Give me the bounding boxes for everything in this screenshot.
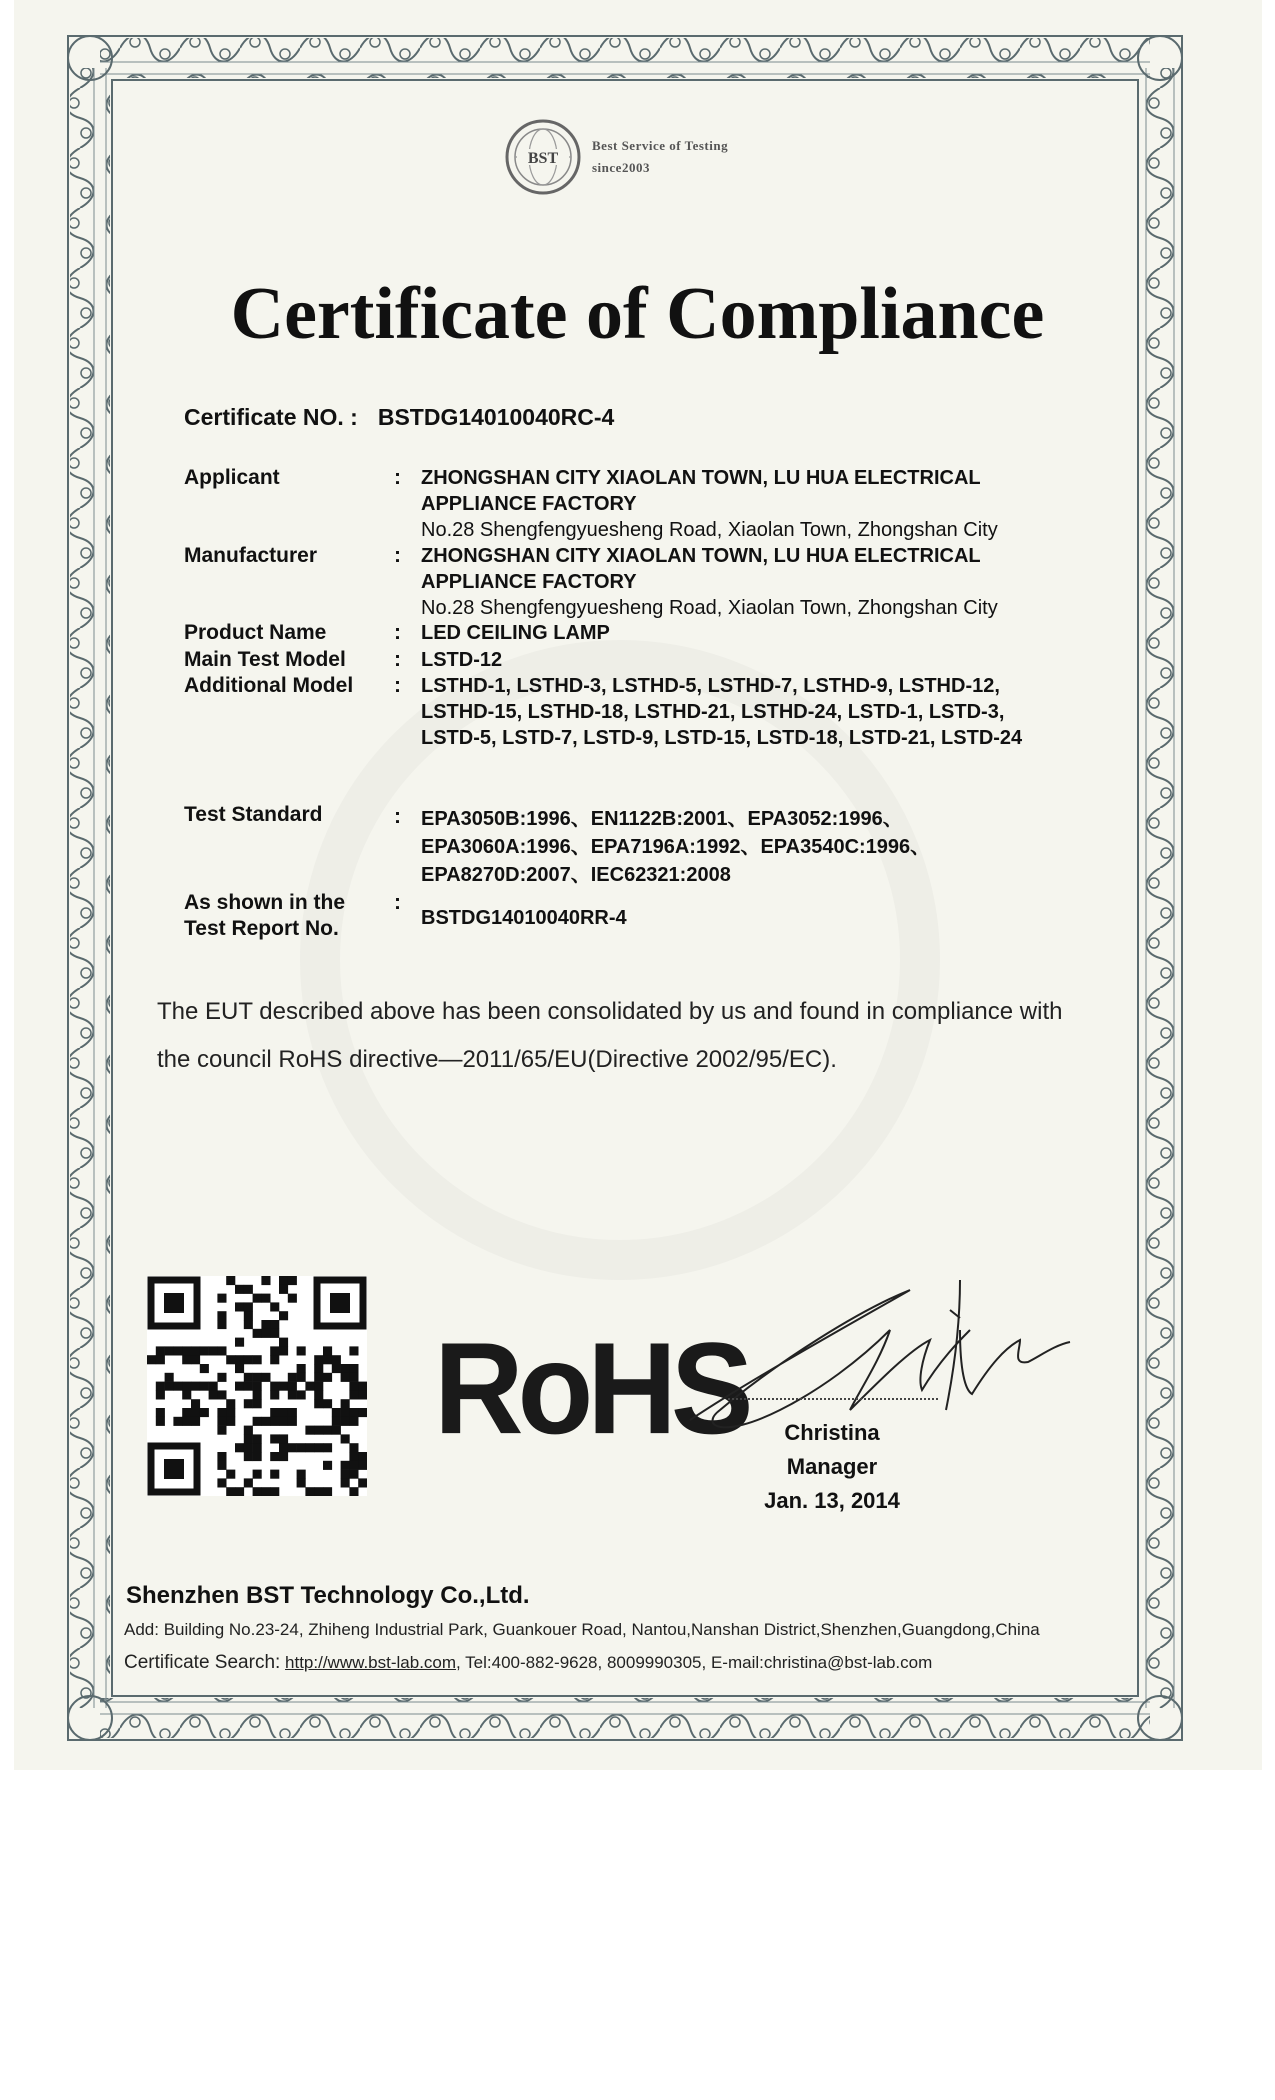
- qr-module: [217, 1478, 226, 1487]
- signer-name: Christina: [784, 1420, 880, 1445]
- qr-module: [270, 1417, 279, 1426]
- qr-module: [358, 1382, 367, 1391]
- signature-date: Jan. 13, 2014: [764, 1488, 900, 1513]
- qr-module: [358, 1408, 367, 1417]
- qr-module: [341, 1408, 350, 1417]
- qr-module: [217, 1311, 226, 1320]
- qr-module: [217, 1452, 226, 1461]
- manufacturer-label: Manufacturer: [184, 544, 318, 567]
- qr-module: [349, 1346, 358, 1355]
- qr-module: [182, 1408, 191, 1417]
- qr-module: [323, 1355, 332, 1364]
- qr-module: [261, 1320, 270, 1329]
- qr-module: [288, 1417, 297, 1426]
- test-standard-label: Test Standard: [184, 803, 323, 826]
- qr-module: [279, 1443, 288, 1452]
- qr-module: [217, 1390, 226, 1399]
- qr-module: [349, 1461, 358, 1470]
- test-report-label-line1: As shown in the: [184, 891, 346, 914]
- test-report-label: [184, 890, 345, 942]
- qr-module: [349, 1443, 358, 1452]
- qr-module: [341, 1373, 350, 1382]
- qr-module: [244, 1311, 253, 1320]
- qr-module: [297, 1346, 306, 1355]
- applicant-value: [421, 465, 1121, 543]
- qr-module: [305, 1426, 314, 1435]
- qr-module: [253, 1417, 262, 1426]
- qr-module: [253, 1452, 262, 1461]
- qr-module: [156, 1390, 165, 1399]
- additional-model-colon: :: [394, 674, 401, 697]
- qr-module: [323, 1443, 332, 1452]
- additional-model-label: Additional Model: [184, 674, 354, 697]
- manufacturer-name-line2: APPLIANCE FACTORY: [421, 571, 637, 593]
- qr-module: [349, 1382, 358, 1391]
- test-standard-line2: EPA3060A:1996、EPA7196A:1992、EPA3540C:1996、: [421, 836, 931, 858]
- qr-module: [235, 1355, 244, 1364]
- qr-module: [244, 1434, 253, 1443]
- qr-module: [314, 1364, 323, 1373]
- qr-module: [314, 1390, 323, 1399]
- qr-module: [173, 1346, 182, 1355]
- qr-module: [147, 1355, 156, 1364]
- signature-line: [728, 1398, 938, 1400]
- globe-logo-icon: [504, 118, 582, 196]
- qr-module: [156, 1417, 165, 1426]
- qr-module: [288, 1276, 297, 1285]
- qr-module: [270, 1470, 279, 1479]
- qr-module: [279, 1452, 288, 1461]
- applicant-colon: :: [394, 466, 401, 489]
- qr-module: [288, 1408, 297, 1417]
- qr-module: [279, 1285, 288, 1294]
- qr-module: [341, 1461, 350, 1470]
- test-report-label-line2: Test Report No.: [184, 917, 339, 940]
- signer-title: Manager: [786, 1454, 878, 1479]
- qr-module: [314, 1355, 323, 1364]
- qr-module: [200, 1408, 209, 1417]
- qr-module: [191, 1417, 200, 1426]
- qr-module: [200, 1364, 209, 1373]
- qr-module: [297, 1373, 306, 1382]
- qr-module: [270, 1408, 279, 1417]
- main-test-model-colon: :: [394, 648, 401, 671]
- qr-module: [253, 1487, 262, 1496]
- qr-module: [244, 1452, 253, 1461]
- qr-module: [297, 1364, 306, 1373]
- qr-module: [279, 1417, 288, 1426]
- qr-module: [323, 1487, 332, 1496]
- qr-module: [235, 1364, 244, 1373]
- qr-module: [270, 1355, 279, 1364]
- qr-module: [173, 1417, 182, 1426]
- qr-module: [235, 1443, 244, 1452]
- qr-module: [261, 1294, 270, 1303]
- qr-module: [261, 1276, 270, 1285]
- qr-module: [235, 1302, 244, 1311]
- issuer-contact: , Tel:400-882-9628, 8009990305, E-mail:christina@bst-lab.com: [456, 1653, 933, 1672]
- qr-module: [288, 1294, 297, 1303]
- product-name-value: LED CEILING LAMP: [421, 622, 610, 644]
- qr-module: [341, 1478, 350, 1487]
- qr-module: [217, 1373, 226, 1382]
- test-standard-line1: EPA3050B:1996、EN1122B:2001、EPA3052:1996、: [421, 808, 903, 830]
- logo-since: since2003: [592, 160, 650, 175]
- qr-module: [253, 1329, 262, 1338]
- qr-module: [156, 1408, 165, 1417]
- qr-module: [270, 1452, 279, 1461]
- qr-module: [209, 1346, 218, 1355]
- qr-module: [305, 1443, 314, 1452]
- qr-module: [217, 1346, 226, 1355]
- qr-module: [297, 1470, 306, 1479]
- test-standard-colon: :: [394, 805, 401, 828]
- qr-module: [191, 1346, 200, 1355]
- qr-module: [244, 1302, 253, 1311]
- qr-module: [253, 1382, 262, 1391]
- qr-module: [244, 1320, 253, 1329]
- logo-badge-text: BST: [527, 150, 559, 167]
- qr-module: [244, 1426, 253, 1435]
- qr-module: [217, 1320, 226, 1329]
- qr-module: [349, 1452, 358, 1461]
- certificate-search-label: Certificate Search:: [124, 1652, 281, 1673]
- qr-module: [270, 1390, 279, 1399]
- qr-module: [323, 1346, 332, 1355]
- applicant-name-line1: ZHONGSHAN CITY XIAOLAN TOWN, LU HUA ELECTRICAL: [421, 467, 981, 489]
- qr-module: [244, 1443, 253, 1452]
- test-standard-value: [421, 805, 1121, 889]
- qr-module: [261, 1329, 270, 1338]
- qr-module: [270, 1434, 279, 1443]
- qr-module: [305, 1382, 314, 1391]
- qr-module: [156, 1382, 165, 1391]
- qr-module: [235, 1487, 244, 1496]
- qr-module: [217, 1417, 226, 1426]
- issuer-company: Shenzhen BST Technology Co.,Ltd.: [126, 1582, 530, 1609]
- certificate-title: Certificate of Compliance: [230, 273, 1045, 355]
- qr-module: [270, 1302, 279, 1311]
- qr-module: [217, 1294, 226, 1303]
- issuer-address: Add: Building No.23-24, Zhiheng Industrial Park, Guankouer Road, Nantou,Nanshan District,Shenzhen,Guangdong,China: [124, 1620, 1040, 1639]
- qr-module: [279, 1382, 288, 1391]
- qr-module: [200, 1346, 209, 1355]
- qr-module: [314, 1487, 323, 1496]
- qr-module: [288, 1382, 297, 1391]
- statement-line1: The EUT described above has been consolidated by us and found in compliance with: [157, 998, 1063, 1025]
- qr-module: [226, 1408, 235, 1417]
- qr-module: [244, 1478, 253, 1487]
- rohs-mark: RoHS: [434, 1316, 748, 1462]
- qr-module: [270, 1320, 279, 1329]
- signer-block: [720, 1416, 944, 1518]
- qr-module: [314, 1399, 323, 1408]
- qr-module: [182, 1355, 191, 1364]
- qr-module: [253, 1373, 262, 1382]
- qr-module: [349, 1373, 358, 1382]
- qr-module: [217, 1461, 226, 1470]
- qr-module: [217, 1426, 226, 1435]
- qr-module: [165, 1346, 174, 1355]
- main-test-model-label: Main Test Model: [184, 648, 346, 671]
- qr-module: [226, 1399, 235, 1408]
- qr-module: [226, 1417, 235, 1426]
- applicant-name-line2: APPLIANCE FACTORY: [421, 493, 637, 515]
- qr-module: [244, 1285, 253, 1294]
- qr-module: [253, 1434, 262, 1443]
- qr-module: [358, 1452, 367, 1461]
- qr-module: [349, 1470, 358, 1479]
- qr-module: [323, 1373, 332, 1382]
- qr-module: [279, 1311, 288, 1320]
- qr-module: [332, 1355, 341, 1364]
- applicant-address: No.28 Shengfengyuesheng Road, Xiaolan Town, Zhongshan City: [421, 519, 998, 541]
- qr-module: [349, 1417, 358, 1426]
- main-test-model-value: LSTD-12: [421, 649, 503, 671]
- qr-module: [261, 1417, 270, 1426]
- qr-module: [253, 1443, 262, 1452]
- logo-tagline: Best Service of Testing: [592, 138, 729, 153]
- qr-module: [297, 1443, 306, 1452]
- additional-model-line3: LSTD-5, LSTD-7, LSTD-9, LSTD-15, LSTD-18, LSTD-21, LSTD-24: [421, 727, 1023, 749]
- certificate-search-line: [124, 1652, 932, 1674]
- qr-module: [279, 1408, 288, 1417]
- qr-module: [253, 1294, 262, 1303]
- qr-module: [253, 1390, 262, 1399]
- qr-module: [349, 1487, 358, 1496]
- qr-module: [341, 1417, 350, 1426]
- qr-module: [226, 1355, 235, 1364]
- qr-module: [297, 1390, 306, 1399]
- qr-module: [235, 1338, 244, 1347]
- qr-code-icon: [147, 1276, 367, 1496]
- qr-module: [165, 1382, 174, 1391]
- qr-module: [279, 1434, 288, 1443]
- additional-model-line2: LSTHD-15, LSTHD-18, LSTHD-21, LSTHD-24, LSTD-1, LSTD-3,: [421, 701, 1005, 723]
- additional-model-value: [421, 673, 1121, 751]
- test-report-colon: :: [394, 891, 401, 914]
- qr-module: [332, 1417, 341, 1426]
- logo-text: [592, 135, 728, 179]
- applicant-label: Applicant: [184, 466, 280, 489]
- product-name-label: Product Name: [184, 621, 327, 644]
- manufacturer-address: No.28 Shengfengyuesheng Road, Xiaolan Town, Zhongshan City: [421, 597, 998, 619]
- qr-module: [235, 1382, 244, 1391]
- qr-module: [253, 1355, 262, 1364]
- qr-module: [332, 1426, 341, 1435]
- qr-module: [314, 1426, 323, 1435]
- qr-module: [341, 1364, 350, 1373]
- qr-module: [323, 1461, 332, 1470]
- qr-module: [358, 1390, 367, 1399]
- certificate-number-row: [184, 404, 614, 431]
- qr-module: [261, 1373, 270, 1382]
- qr-module: [191, 1382, 200, 1391]
- qr-module: [209, 1382, 218, 1391]
- qr-module: [349, 1364, 358, 1373]
- manufacturer-value: [421, 543, 1121, 621]
- compliance-statement: [157, 988, 1157, 1084]
- qr-module: [332, 1364, 341, 1373]
- qr-module: [314, 1382, 323, 1391]
- qr-module: [226, 1470, 235, 1479]
- qr-module: [314, 1373, 323, 1382]
- qr-module: [244, 1382, 253, 1391]
- additional-model-line1: LSTHD-1, LSTHD-3, LSTHD-5, LSTHD-7, LSTHD-9, LSTHD-12,: [421, 675, 1000, 697]
- qr-module: [270, 1329, 279, 1338]
- qr-module: [156, 1355, 165, 1364]
- qr-module: [165, 1373, 174, 1382]
- qr-module: [209, 1390, 218, 1399]
- qr-module: [341, 1399, 350, 1408]
- qr-module: [182, 1382, 191, 1391]
- qr-module: [323, 1399, 332, 1408]
- qr-module: [279, 1338, 288, 1347]
- test-standard-line3: EPA8270D:2007、IEC62321:2008: [421, 864, 731, 886]
- qr-module: [191, 1355, 200, 1364]
- qr-module: [253, 1470, 262, 1479]
- qr-module: [270, 1382, 279, 1391]
- qr-module: [156, 1346, 165, 1355]
- qr-module: [270, 1346, 279, 1355]
- manufacturer-colon: :: [394, 544, 401, 567]
- qr-module: [305, 1487, 314, 1496]
- qr-module: [182, 1346, 191, 1355]
- qr-module: [323, 1426, 332, 1435]
- qr-module: [261, 1487, 270, 1496]
- qr-module: [235, 1285, 244, 1294]
- qr-module: [288, 1390, 297, 1399]
- test-report-number: BSTDG14010040RR-4: [421, 907, 627, 929]
- qr-module: [332, 1408, 341, 1417]
- manufacturer-name-line1: ZHONGSHAN CITY XIAOLAN TOWN, LU HUA ELECTRICAL: [421, 545, 981, 567]
- qr-module: [244, 1373, 253, 1382]
- qr-module: [288, 1373, 297, 1382]
- product-name-colon: :: [394, 621, 401, 644]
- qr-module: [173, 1382, 182, 1391]
- qr-module: [279, 1276, 288, 1285]
- qr-module: [244, 1355, 253, 1364]
- certificate-number: BSTDG14010040RC-4: [377, 404, 615, 430]
- certificate-number-label: Certificate NO. :: [184, 404, 358, 430]
- bst-logo: [504, 118, 728, 196]
- qr-module: [191, 1399, 200, 1408]
- qr-module: [358, 1461, 367, 1470]
- qr-module: [253, 1399, 262, 1408]
- qr-module: [191, 1408, 200, 1417]
- qr-module: [314, 1443, 323, 1452]
- qr-module: [341, 1434, 350, 1443]
- qr-module: [279, 1346, 288, 1355]
- qr-module: [297, 1478, 306, 1487]
- qr-module: [217, 1408, 226, 1417]
- qr-module: [341, 1470, 350, 1479]
- qr-module: [244, 1399, 253, 1408]
- qr-module: [349, 1390, 358, 1399]
- bst-website-link[interactable]: http://www.bst-lab.com: [285, 1653, 457, 1672]
- qr-module: [182, 1390, 191, 1399]
- qr-module: [270, 1487, 279, 1496]
- qr-module: [182, 1417, 191, 1426]
- qr-module: [226, 1276, 235, 1285]
- qr-module: [358, 1478, 367, 1487]
- qr-module: [200, 1382, 209, 1391]
- qr-module: [288, 1443, 297, 1452]
- qr-module: [226, 1487, 235, 1496]
- statement-line2: the council RoHS directive—2011/65/EU(Directive 2002/95/EC).: [157, 1046, 837, 1073]
- qr-module: [349, 1408, 358, 1417]
